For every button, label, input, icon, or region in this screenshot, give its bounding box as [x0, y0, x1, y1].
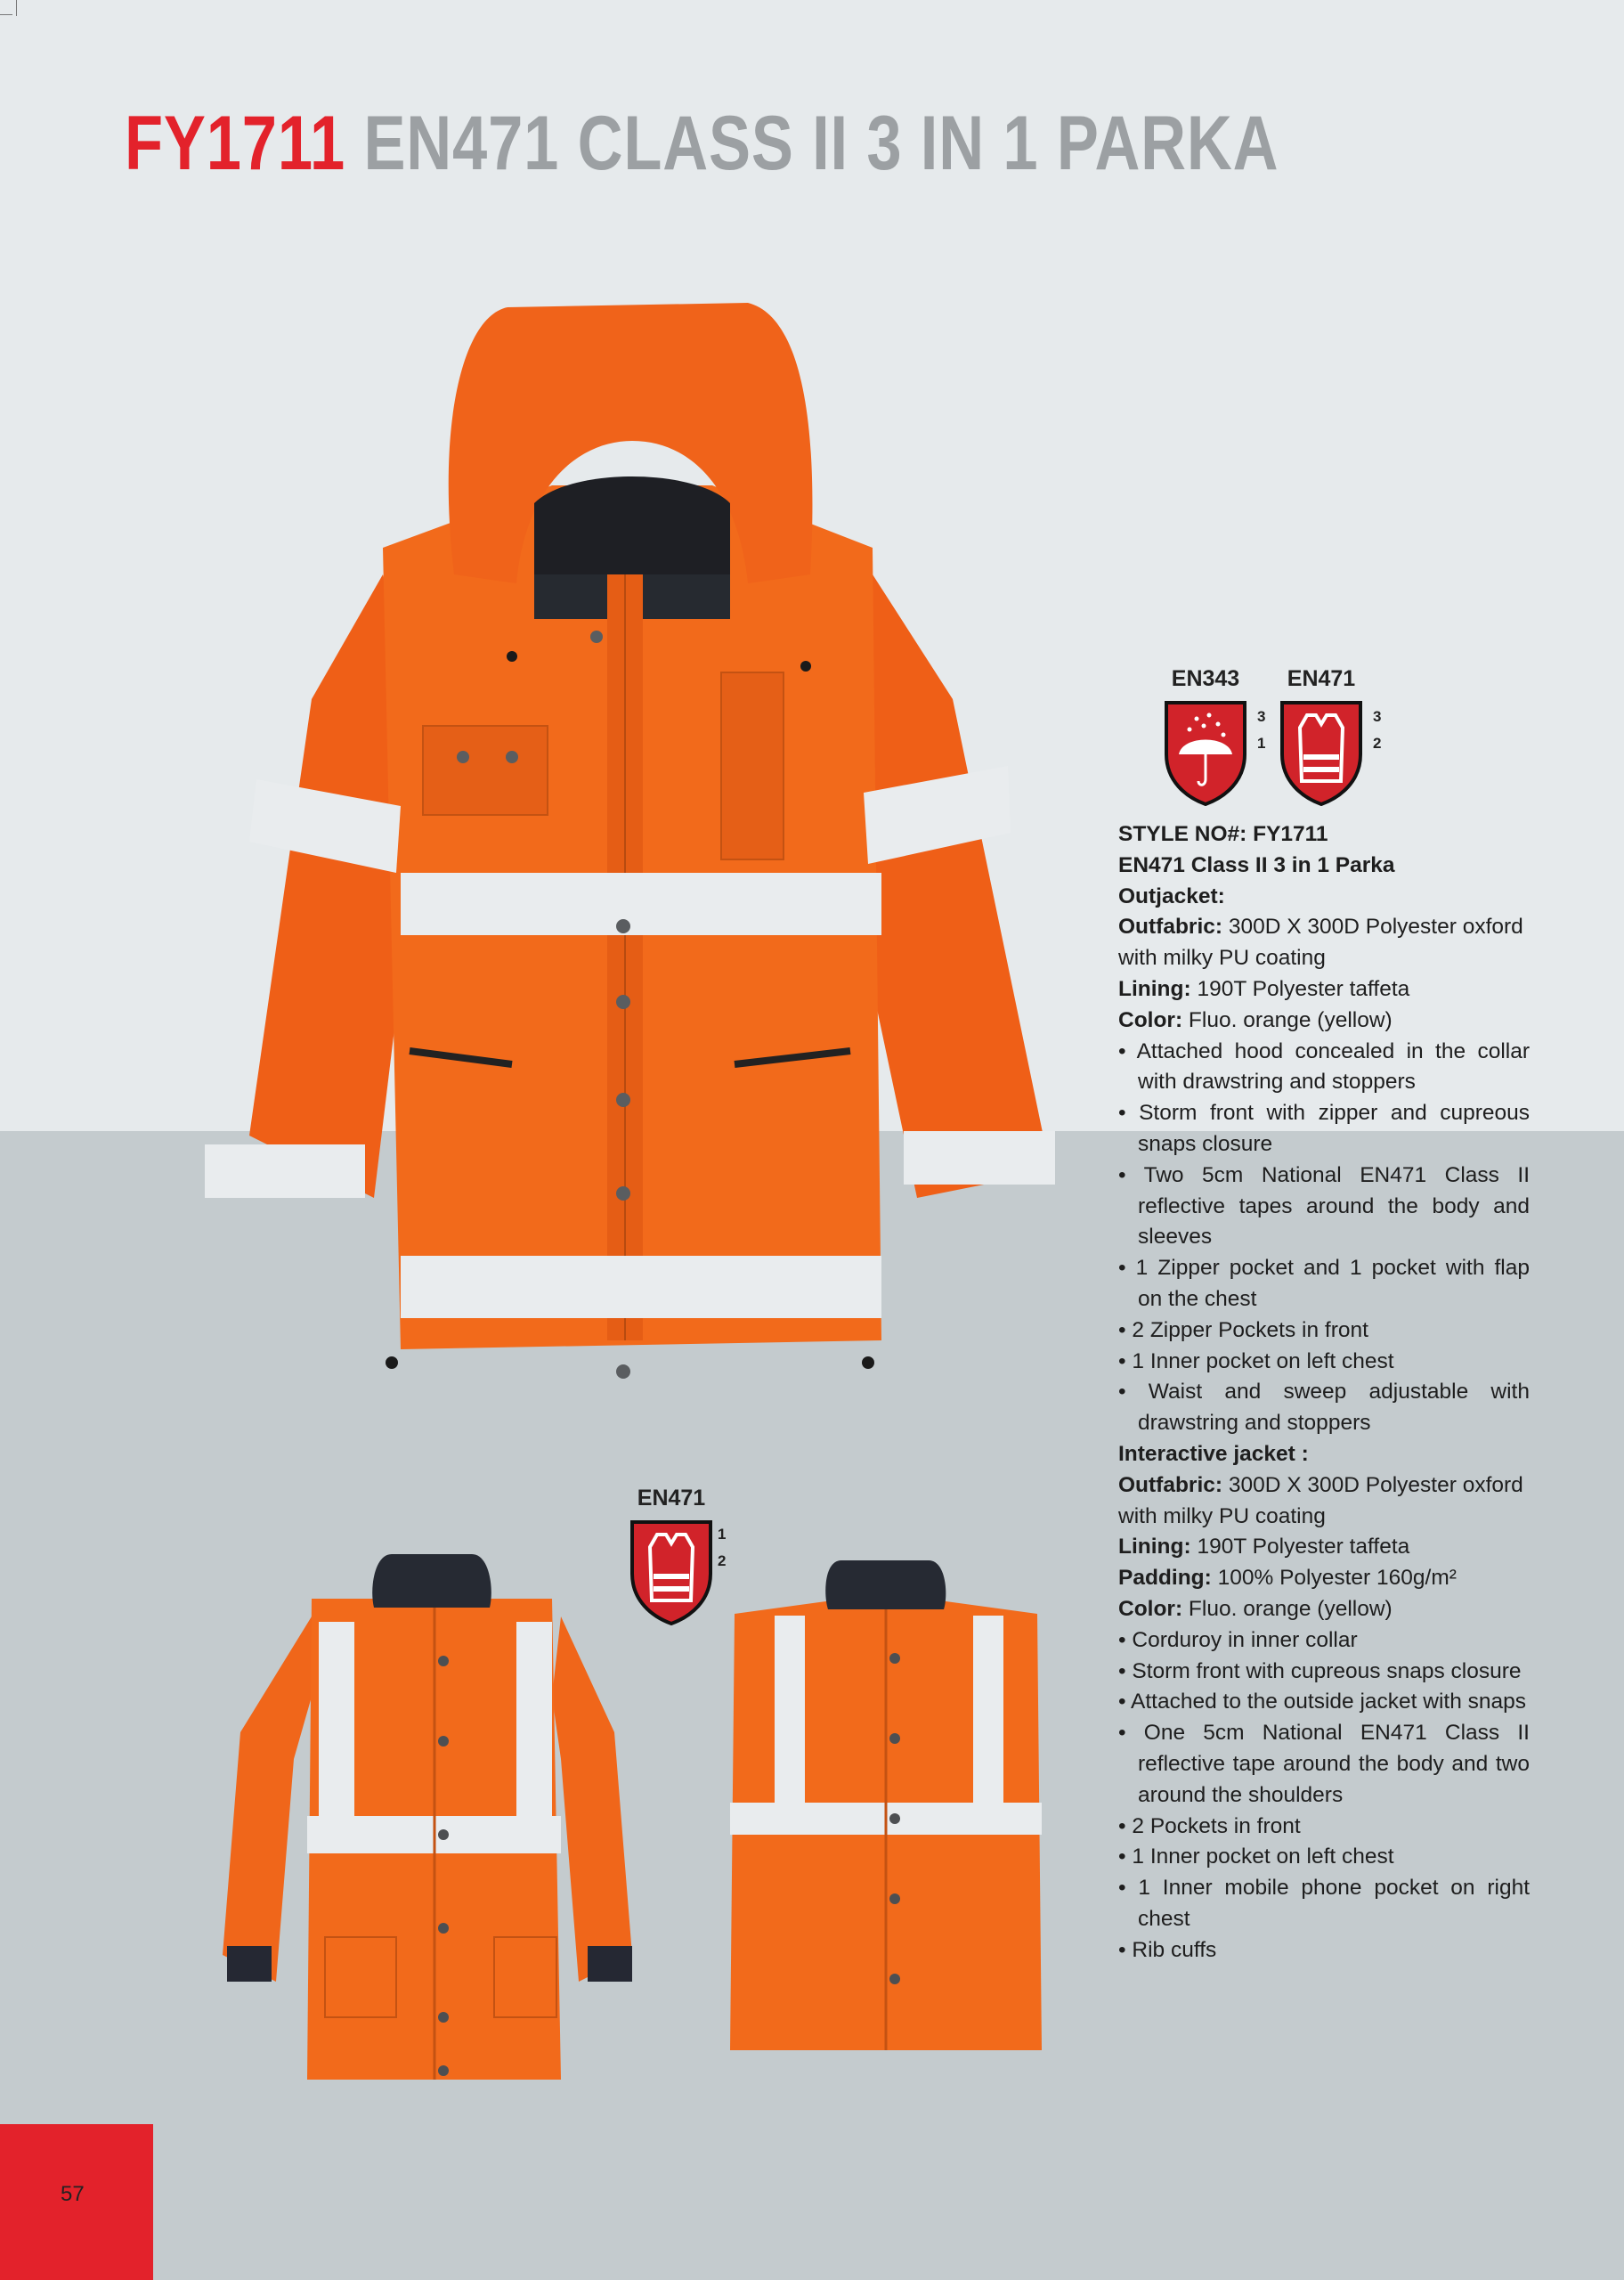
outjacket-bullet: • Two 5cm National EN471 Class II reflective tapes around the body and sleeves	[1118, 1162, 1530, 1250]
hi-vis-vest-icon	[629, 1519, 714, 1625]
interactive-lining: Lining: 190T Polyester taffeta	[1118, 1535, 1410, 1559]
interactive-bullet: • One 5cm National EN471 Class II reflective tape around the body and two around the shoulders	[1118, 1721, 1530, 1807]
outjacket-heading: Outjacket:	[1118, 884, 1225, 908]
crop-mark	[0, 14, 12, 15]
title-name: EN471 CLASS II 3 IN 1 PARKA	[363, 101, 1279, 186]
outjacket-bullet: • 1 Zipper pocket and 1 pocket with flap on the chest	[1118, 1256, 1530, 1311]
page-number: 57	[61, 2182, 85, 2206]
outjacket-lining: Lining: 190T Polyester taffeta	[1118, 976, 1410, 1001]
page-title	[125, 101, 1279, 186]
outjacket-bullet: • 1 Inner pocket on left chest	[1118, 1348, 1394, 1373]
interactive-padding: Padding: 100% Polyester 160g/m²	[1118, 1566, 1457, 1591]
style-number: STYLE NO#: FY1711	[1118, 822, 1328, 846]
inner-vest-image	[726, 1560, 1046, 2059]
interactive-bullet: • 2 Pockets in front	[1118, 1813, 1301, 1838]
outjacket-bullet: • Waist and sweep adjustable with drawstring and stoppers	[1118, 1380, 1530, 1436]
interactive-heading: Interactive jacket :	[1118, 1441, 1309, 1466]
outjacket-color: Color: Fluo. orange (yellow)	[1118, 1007, 1393, 1032]
badge-en343	[1163, 666, 1266, 810]
interactive-bullet: • Corduroy in inner collar	[1118, 1627, 1358, 1652]
badge-en471-label: EN471	[1287, 666, 1356, 691]
interactive-bullet: • Rib cuffs	[1118, 1937, 1217, 1962]
interactive-bullet: • Storm front with cupreous snaps closure	[1118, 1658, 1522, 1683]
interactive-bullet: • 1 Inner mobile phone pocket on right chest	[1118, 1876, 1530, 1931]
badge-en343-label: EN343	[1171, 666, 1240, 691]
outjacket-outfabric: Outfabric: 300D X 300D Polyester oxford with milky PU coating	[1118, 915, 1523, 971]
outjacket-bullet: • Storm front with zipper and cupreous snaps closure	[1118, 1101, 1530, 1156]
badge-en343-levels: 3 1	[1257, 708, 1266, 752]
hi-vis-vest-icon	[1279, 699, 1364, 806]
badge-en471-levels: 3 2	[1373, 708, 1382, 752]
inner-jacket-image	[223, 1554, 632, 2089]
badge-en471-inner-label: EN471	[637, 1486, 706, 1510]
outjacket-bullet: • 2 Zipper Pockets in front	[1118, 1317, 1368, 1342]
outjacket-bullet: • Attached hood concealed in the collar with drawstring and stoppers	[1118, 1038, 1530, 1095]
title-code: FY1711	[125, 101, 346, 186]
crop-mark	[16, 0, 17, 16]
badge-en471	[1279, 666, 1382, 810]
product-specifications	[1118, 819, 1530, 1966]
interactive-color: Color: Fluo. orange (yellow)	[1118, 1596, 1393, 1621]
parka-image	[196, 281, 1068, 1389]
badge-en471-inner	[629, 1486, 727, 1630]
interactive-outfabric: Outfabric: 300D X 300D Polyester oxford with milky PU coating	[1118, 1472, 1523, 1528]
interactive-bullet: • Attached to the outside jacket with snaps	[1118, 1690, 1527, 1714]
product-name: EN471 Class II 3 in 1 Parka	[1118, 852, 1395, 877]
interactive-bullet: • 1 Inner pocket on left chest	[1118, 1844, 1394, 1869]
badge-en471-inner-levels: 1 2	[718, 1526, 727, 1569]
rain-umbrella-icon	[1163, 699, 1248, 806]
